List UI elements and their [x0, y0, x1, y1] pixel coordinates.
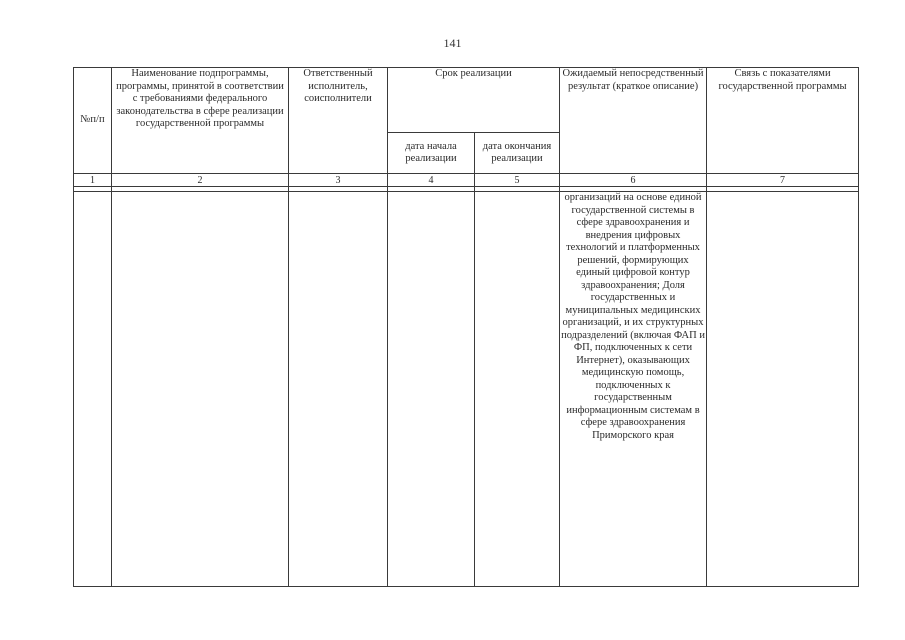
- table-row: [74, 192, 859, 587]
- cell-start-date: [388, 192, 475, 587]
- column-number: 7: [707, 174, 859, 187]
- column-number: 6: [560, 174, 707, 187]
- cell-program-name: [112, 192, 289, 587]
- header-responsible: Ответственный исполнитель, соисполнители: [289, 68, 388, 174]
- cell-end-date: [475, 192, 560, 587]
- header-indicator-link: Связь с показателями государственной программы: [707, 68, 859, 174]
- column-number: 3: [289, 174, 388, 187]
- header-program-name: Наименование подпрограммы, программы, принятой в соответствии с требованиями федерального законодательства в сфере реализации государственной программы: [112, 68, 289, 174]
- cell-expected-result: организаций на основе единой государственной системы в сфере здравоохранения и внедрения цифровых технологий и платформенных решений, формирующих единый цифровой контур здравоохранения; Доля государственных и муниципальных медицинских организаций, и их структурных подразделений (включая ФАП и ФП, подключенных к сети Интернет), оказывающих медицинскую помощь, подключенных к государственным информационным системам в сфере здравоохранения Приморского края: [560, 192, 707, 587]
- column-number: 5: [475, 174, 560, 187]
- header-number: №п/п: [74, 68, 112, 174]
- program-table: [73, 67, 859, 587]
- column-number: 2: [112, 174, 289, 187]
- column-number-row: [74, 174, 859, 187]
- cell-number: [74, 192, 112, 587]
- header-start-date: дата начала реализации: [388, 133, 475, 174]
- page-number: 141: [443, 36, 462, 50]
- header-end-date: дата окончания реализации: [475, 133, 560, 174]
- header-row-1: [74, 68, 859, 133]
- header-period: Срок реализации: [388, 68, 560, 133]
- column-number: 1: [74, 174, 112, 187]
- header-expected-result: Ожидаемый непосредственный результат (краткое описание): [560, 68, 707, 174]
- column-number: 4: [388, 174, 475, 187]
- cell-indicator-link: [707, 192, 859, 587]
- cell-responsible: [289, 192, 388, 587]
